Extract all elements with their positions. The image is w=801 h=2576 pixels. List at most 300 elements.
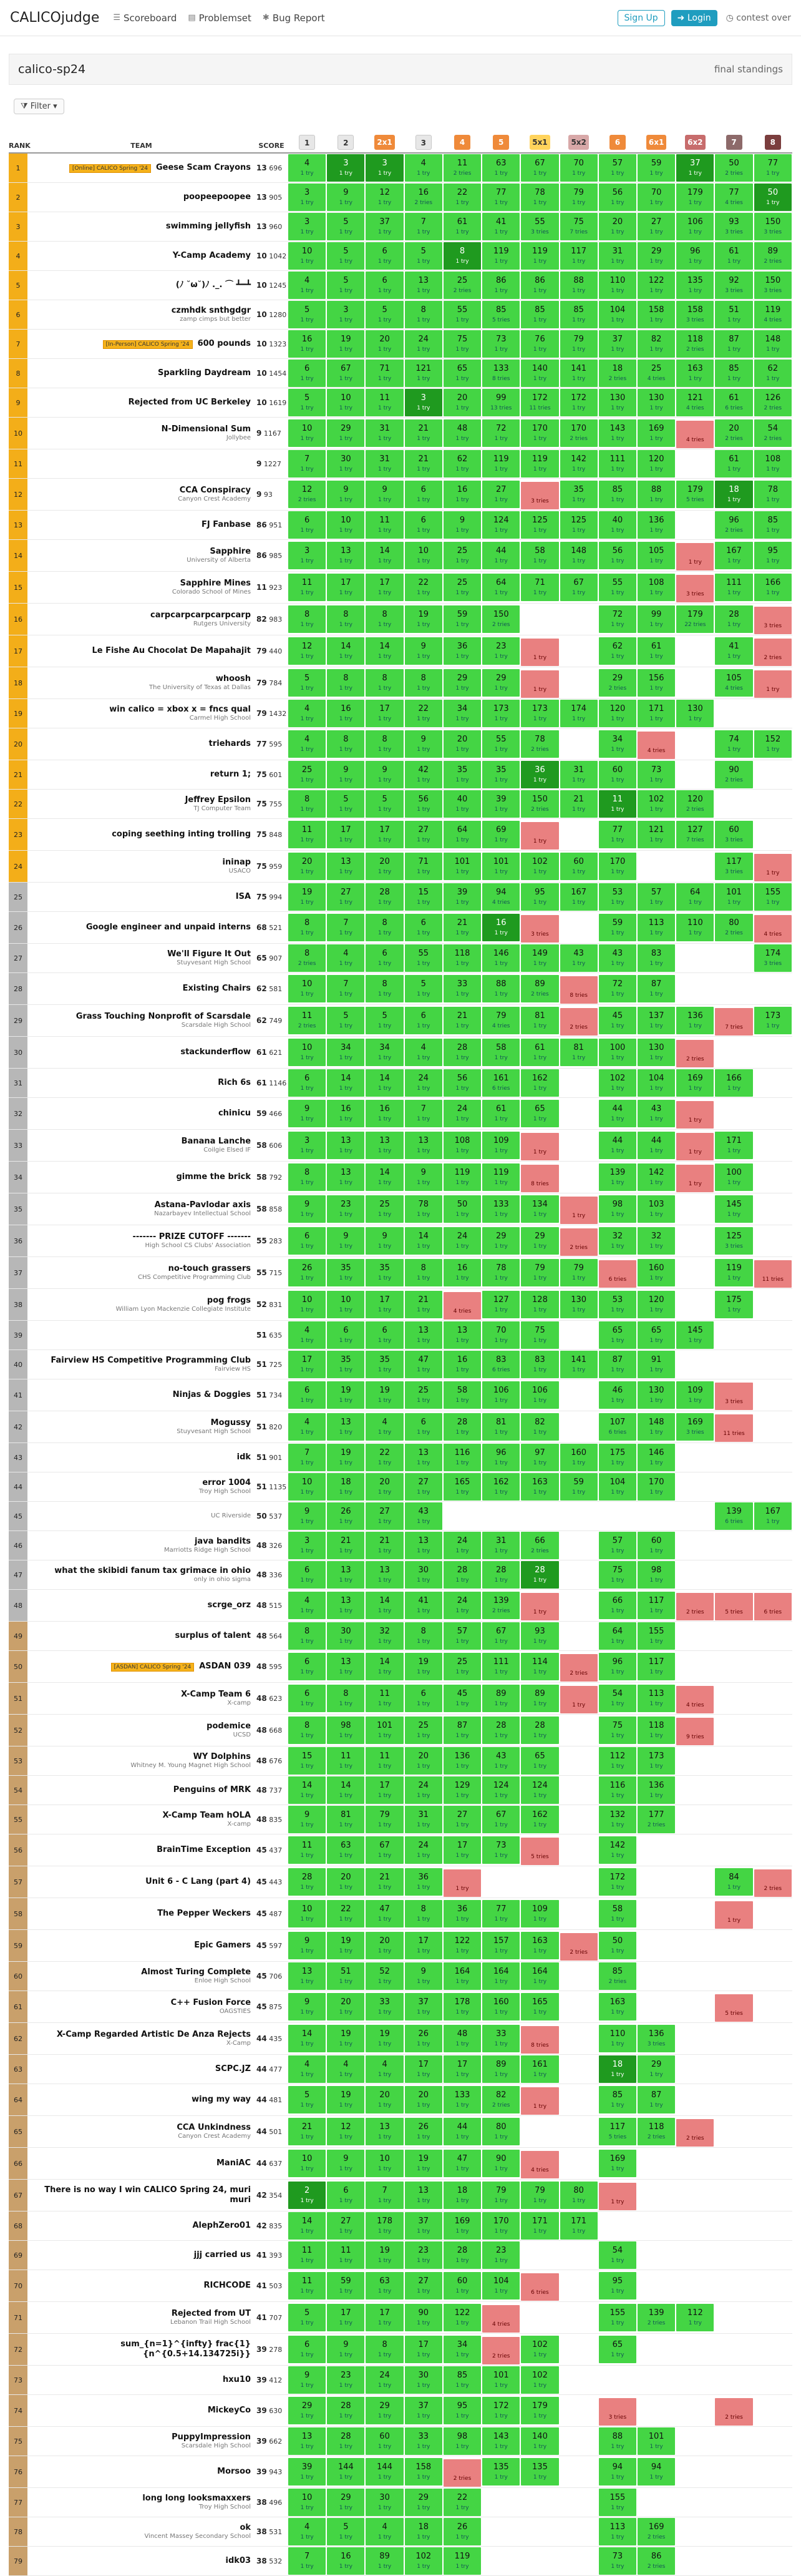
table-row[interactable] (9, 1898, 792, 1930)
problem-cell[interactable] (443, 2395, 482, 2427)
problem-cell[interactable] (443, 1225, 482, 1257)
problem-cell[interactable] (365, 1651, 404, 1683)
problem-cell[interactable] (560, 2427, 598, 2456)
problem-cell[interactable] (754, 819, 792, 851)
problem-cell[interactable] (404, 912, 443, 944)
problem-cell[interactable] (482, 1411, 520, 1443)
problem-cell[interactable] (754, 2084, 792, 2116)
team-name[interactable]: gimme the brick (176, 1172, 251, 1182)
problem-cell[interactable] (404, 2517, 443, 2547)
problem-cell[interactable] (365, 1037, 404, 1069)
problem-cell[interactable] (520, 667, 559, 699)
problem-cell[interactable] (288, 1411, 326, 1443)
problem-cell[interactable] (326, 1130, 365, 1162)
problem-cell[interactable] (598, 760, 637, 790)
problem-cell[interactable] (482, 2180, 520, 2211)
problem-cell[interactable] (560, 183, 598, 212)
team-cell[interactable] (27, 153, 255, 183)
problem-cell[interactable] (288, 2334, 326, 2366)
problem-cell[interactable] (676, 790, 714, 819)
problem-cell[interactable] (598, 2456, 637, 2488)
problem-cell[interactable] (288, 1005, 326, 1037)
problem-cell[interactable] (365, 667, 404, 699)
problem-cell[interactable] (637, 912, 676, 944)
problem-cell[interactable] (754, 1472, 792, 1502)
problem-cell[interactable] (560, 1005, 598, 1037)
problem-cell[interactable] (365, 883, 404, 912)
team-cell[interactable] (27, 300, 255, 330)
team-name[interactable]: FJ Fanbase (201, 520, 251, 530)
problem-cell[interactable] (326, 1805, 365, 1834)
team-name[interactable]: CCA Unkindness (177, 2123, 251, 2133)
team-cell[interactable] (27, 330, 255, 359)
problem-cell[interactable] (443, 2302, 482, 2334)
problem-cell[interactable] (520, 1162, 559, 1193)
problem-cell[interactable] (520, 1411, 559, 1443)
team-cell[interactable] (27, 1379, 255, 1411)
problem-cell[interactable] (520, 572, 559, 604)
problem-cell[interactable] (404, 1502, 443, 1531)
nav-bug-report[interactable] (263, 12, 325, 24)
nav-scoreboard[interactable] (113, 12, 177, 24)
problem-cell[interactable] (326, 2211, 365, 2241)
problem-cell[interactable] (482, 2084, 520, 2116)
problem-cell[interactable] (598, 479, 637, 511)
team-name[interactable]: win calico = xbox x = fncs qual (109, 705, 251, 715)
problem-cell[interactable] (714, 2547, 753, 2576)
team-cell[interactable] (27, 2395, 255, 2427)
problem-cell[interactable] (365, 1683, 404, 1715)
problem-cell[interactable] (365, 2116, 404, 2148)
problem-cell[interactable] (676, 1098, 714, 1130)
problem-cell[interactable] (326, 1776, 365, 1805)
problem-cell[interactable] (714, 1962, 753, 1991)
problem-cell[interactable] (365, 2456, 404, 2488)
problem-cell[interactable] (404, 699, 443, 728)
problem-cell[interactable] (754, 1350, 792, 1379)
problem-cell[interactable] (482, 2456, 520, 2488)
problem-cell[interactable] (714, 388, 753, 418)
problem-cell[interactable] (443, 388, 482, 418)
problem-cell[interactable] (714, 1715, 753, 1746)
problem-cell[interactable] (404, 2488, 443, 2517)
problem-cell[interactable] (288, 300, 326, 330)
problem-cell[interactable] (404, 1651, 443, 1683)
problem-cell[interactable] (676, 635, 714, 667)
team-name[interactable]: Banana Lanche (181, 1137, 251, 1147)
problem-cell[interactable] (482, 1898, 520, 1930)
problem-cell[interactable] (404, 728, 443, 760)
table-row[interactable] (9, 1443, 792, 1472)
problem-cell[interactable] (714, 1130, 753, 1162)
problem-cell[interactable] (598, 1130, 637, 1162)
problem-cell[interactable] (482, 2211, 520, 2241)
problem-cell[interactable] (326, 728, 365, 760)
problem-cell[interactable] (443, 330, 482, 359)
problem-cell[interactable] (560, 1289, 598, 1321)
problem-cell[interactable] (365, 1350, 404, 1379)
problem-cell[interactable] (365, 1991, 404, 2023)
table-row[interactable] (9, 2211, 792, 2241)
problem-cell[interactable] (598, 944, 637, 973)
team-cell[interactable] (27, 1130, 255, 1162)
problem-cell[interactable] (520, 2180, 559, 2211)
problem-cell[interactable] (676, 300, 714, 330)
problem-cell[interactable] (365, 2148, 404, 2180)
problem-cell[interactable] (288, 851, 326, 883)
problem-cell[interactable] (326, 2427, 365, 2456)
problem-cell[interactable] (288, 2148, 326, 2180)
problem-cell[interactable] (326, 540, 365, 572)
problem-cell[interactable] (754, 2302, 792, 2334)
problem-cell[interactable] (288, 819, 326, 851)
problem-cell[interactable] (714, 1037, 753, 1069)
problem-cell[interactable] (365, 2395, 404, 2427)
table-row[interactable] (9, 819, 792, 851)
problem-cell[interactable] (754, 604, 792, 635)
problem-cell[interactable] (560, 540, 598, 572)
problem-cell[interactable] (520, 819, 559, 851)
problem-cell[interactable] (676, 1590, 714, 1622)
problem-cell[interactable] (676, 572, 714, 604)
problem-cell[interactable] (520, 511, 559, 540)
problem-cell[interactable] (443, 2547, 482, 2576)
problem-cell[interactable] (482, 1805, 520, 1834)
problem-cell[interactable] (676, 604, 714, 635)
problem-cell[interactable] (560, 153, 598, 183)
problem-cell[interactable] (482, 2488, 520, 2517)
problem-cell[interactable] (288, 1502, 326, 1531)
problem-cell[interactable] (560, 330, 598, 359)
team-cell[interactable] (27, 2547, 255, 2576)
problem-cell[interactable] (598, 1746, 637, 1776)
problem-cell[interactable] (520, 728, 559, 760)
problem-cell[interactable] (754, 1622, 792, 1651)
problem-cell[interactable] (560, 635, 598, 667)
problem-cell[interactable] (365, 2023, 404, 2055)
problem-cell[interactable] (520, 2084, 559, 2116)
problem-cell[interactable] (676, 883, 714, 912)
problem-cell[interactable] (443, 1590, 482, 1622)
problem-cell[interactable] (404, 1991, 443, 2023)
team-cell[interactable] (27, 449, 255, 479)
problem-cell[interactable] (404, 2023, 443, 2055)
problem-cell[interactable] (326, 153, 365, 183)
team-cell[interactable] (27, 1898, 255, 1930)
problem-cell[interactable] (443, 1683, 482, 1715)
problem-cell[interactable] (754, 330, 792, 359)
problem-cell[interactable] (326, 2270, 365, 2302)
problem-badge[interactable]: 6 (609, 135, 626, 150)
problem-cell[interactable] (404, 359, 443, 388)
problem-cell[interactable] (520, 2241, 559, 2270)
problem-badge[interactable]: 3 (415, 135, 432, 150)
problem-cell[interactable] (520, 1502, 559, 1531)
problem-cell[interactable] (598, 1411, 637, 1443)
problem-cell[interactable] (676, 1715, 714, 1746)
problem-cell[interactable] (676, 2148, 714, 2180)
team-cell[interactable] (27, 1715, 255, 1746)
team-name[interactable]: Geese Scam Crayons (156, 163, 251, 173)
problem-cell[interactable] (326, 1005, 365, 1037)
table-row[interactable] (9, 760, 792, 790)
problem-cell[interactable] (520, 2023, 559, 2055)
problem-cell[interactable] (482, 1962, 520, 1991)
problem-cell[interactable] (404, 572, 443, 604)
problem-cell[interactable] (482, 1866, 520, 1898)
team-cell[interactable] (27, 1991, 255, 2023)
problem-cell[interactable] (714, 2334, 753, 2366)
problem-cell[interactable] (326, 1502, 365, 1531)
problem-cell[interactable] (754, 2488, 792, 2517)
team-name[interactable]: podemice (206, 1721, 251, 1731)
problem-cell[interactable] (637, 212, 676, 242)
problem-cell[interactable] (598, 1257, 637, 1289)
problem-cell[interactable] (637, 1225, 676, 1257)
problem-cell[interactable] (520, 883, 559, 912)
problem-cell[interactable] (404, 1683, 443, 1715)
problem-cell[interactable] (482, 1651, 520, 1683)
problem-cell[interactable] (714, 1289, 753, 1321)
problem-cell[interactable] (326, 2395, 365, 2427)
problem-cell[interactable] (520, 1834, 559, 1866)
problem-cell[interactable] (560, 2084, 598, 2116)
team-name[interactable]: The Pepper Weckers (157, 1909, 251, 1919)
problem-cell[interactable] (560, 912, 598, 944)
problem-cell[interactable] (520, 212, 559, 242)
table-row[interactable] (9, 2270, 792, 2302)
team-cell[interactable] (27, 1350, 255, 1379)
team-name[interactable]: ------- PRIZE CUTOFF ------- (132, 1232, 251, 1242)
team-name[interactable]: idk (236, 1452, 251, 1462)
problem-cell[interactable] (288, 1472, 326, 1502)
problem-cell[interactable] (676, 1622, 714, 1651)
team-name[interactable]: Mogussy (210, 1418, 251, 1428)
problem-cell[interactable] (443, 1776, 482, 1805)
team-cell[interactable] (27, 1962, 255, 1991)
problem-cell[interactable] (560, 2270, 598, 2302)
table-row[interactable] (9, 1350, 792, 1379)
problem-cell[interactable] (676, 1834, 714, 1866)
problem-cell[interactable] (443, 973, 482, 1005)
problem-cell[interactable] (365, 1962, 404, 1991)
problem-cell[interactable] (754, 2517, 792, 2547)
problem-cell[interactable] (404, 2334, 443, 2366)
problem-cell[interactable] (676, 1069, 714, 1098)
problem-cell[interactable] (288, 604, 326, 635)
problem-cell[interactable] (404, 449, 443, 479)
problem-cell[interactable] (326, 2517, 365, 2547)
problem-cell[interactable] (482, 2334, 520, 2366)
problem-cell[interactable] (598, 1193, 637, 1225)
problem-cell[interactable] (637, 1289, 676, 1321)
team-cell[interactable] (27, 479, 255, 511)
team-cell[interactable] (27, 183, 255, 212)
team-cell[interactable] (27, 1683, 255, 1715)
problem-cell[interactable] (714, 1379, 753, 1411)
team-cell[interactable] (27, 2211, 255, 2241)
problem-cell[interactable] (326, 1930, 365, 1962)
problem-cell[interactable] (365, 2180, 404, 2211)
problem-cell[interactable] (520, 1379, 559, 1411)
problem-cell[interactable] (443, 2334, 482, 2366)
problem-cell[interactable] (288, 153, 326, 183)
team-name[interactable]: There is no way I win CALICO Spring 24, muri muri (44, 2185, 251, 2205)
problem-cell[interactable] (637, 449, 676, 479)
problem-cell[interactable] (637, 1350, 676, 1379)
table-row[interactable] (9, 1776, 792, 1805)
problem-cell[interactable] (754, 1746, 792, 1776)
problem-cell[interactable] (637, 1502, 676, 1531)
team-cell[interactable] (27, 2180, 255, 2211)
table-row[interactable] (9, 1069, 792, 1098)
problem-cell[interactable] (754, 2395, 792, 2427)
problem-cell[interactable] (404, 2427, 443, 2456)
problem-cell[interactable] (598, 851, 637, 883)
problem-cell[interactable] (560, 2180, 598, 2211)
problem-cell[interactable] (288, 2427, 326, 2456)
problem-cell[interactable] (676, 2180, 714, 2211)
problem-cell[interactable] (326, 1069, 365, 1098)
problem-cell[interactable] (520, 449, 559, 479)
problem-cell[interactable] (714, 572, 753, 604)
problem-cell[interactable] (676, 851, 714, 883)
problem-cell[interactable] (443, 1805, 482, 1834)
problem-cell[interactable] (365, 359, 404, 388)
problem-cell[interactable] (288, 449, 326, 479)
problem-cell[interactable] (714, 2023, 753, 2055)
problem-cell[interactable] (365, 1898, 404, 1930)
problem-cell[interactable] (443, 2148, 482, 2180)
table-row[interactable] (9, 1411, 792, 1443)
problem-cell[interactable] (288, 1130, 326, 1162)
problem-cell[interactable] (365, 479, 404, 511)
problem-cell[interactable] (520, 388, 559, 418)
problem-cell[interactable] (560, 2366, 598, 2395)
problem-cell[interactable] (598, 912, 637, 944)
problem-cell[interactable] (637, 635, 676, 667)
problem-cell[interactable] (560, 1683, 598, 1715)
problem-cell[interactable] (637, 183, 676, 212)
problem-cell[interactable] (598, 699, 637, 728)
problem-cell[interactable] (288, 330, 326, 359)
team-name[interactable]: ininap (222, 858, 251, 868)
problem-cell[interactable] (288, 2395, 326, 2427)
problem-cell[interactable] (482, 1622, 520, 1651)
table-row[interactable] (9, 973, 792, 1005)
team-name[interactable]: Fairview HS Competitive Programming Club (51, 1356, 251, 1366)
problem-cell[interactable] (288, 1069, 326, 1098)
problem-cell[interactable] (482, 728, 520, 760)
table-row[interactable] (9, 1289, 792, 1321)
problem-cell[interactable] (598, 1225, 637, 1257)
problem-cell[interactable] (598, 418, 637, 449)
problem-cell[interactable] (560, 1411, 598, 1443)
problem-cell[interactable] (326, 2456, 365, 2488)
problem-cell[interactable] (560, 271, 598, 300)
team-cell[interactable] (27, 2456, 255, 2488)
table-row[interactable] (9, 944, 792, 973)
problem-cell[interactable] (637, 1257, 676, 1289)
problem-cell[interactable] (520, 2055, 559, 2084)
problem-cell[interactable] (676, 1130, 714, 1162)
problem-cell[interactable] (365, 1321, 404, 1350)
problem-cell[interactable] (714, 699, 753, 728)
problem-cell[interactable] (482, 1472, 520, 1502)
problem-cell[interactable] (404, 1560, 443, 1590)
table-row[interactable] (9, 300, 792, 330)
problem-cell[interactable] (443, 1069, 482, 1098)
problem-cell[interactable] (482, 1225, 520, 1257)
problem-cell[interactable] (560, 790, 598, 819)
problem-cell[interactable] (560, 2334, 598, 2366)
team-name[interactable]: WY Dolphins (193, 1752, 251, 1762)
problem-cell[interactable] (288, 2180, 326, 2211)
problem-cell[interactable] (443, 2270, 482, 2302)
problem-cell[interactable] (365, 1379, 404, 1411)
problem-cell[interactable] (676, 2116, 714, 2148)
table-row[interactable] (9, 2180, 792, 2211)
problem-cell[interactable] (365, 449, 404, 479)
team-name[interactable]: no-touch grassers (168, 1264, 251, 1274)
problem-cell[interactable] (676, 1776, 714, 1805)
problem-badge[interactable]: 6x2 (685, 135, 705, 150)
problem-cell[interactable] (404, 973, 443, 1005)
problem-cell[interactable] (404, 1930, 443, 1962)
problem-cell[interactable] (560, 359, 598, 388)
problem-cell[interactable] (754, 760, 792, 790)
problem-cell[interactable] (326, 1289, 365, 1321)
problem-cell[interactable] (598, 1443, 637, 1472)
problem-cell[interactable] (443, 1715, 482, 1746)
problem-cell[interactable] (482, 973, 520, 1005)
team-cell[interactable] (27, 1225, 255, 1257)
problem-cell[interactable] (714, 1560, 753, 1590)
problem-cell[interactable] (714, 418, 753, 449)
team-cell[interactable] (27, 851, 255, 883)
problem-cell[interactable] (676, 183, 714, 212)
problem-cell[interactable] (404, 883, 443, 912)
problem-cell[interactable] (714, 790, 753, 819)
problem-cell[interactable] (520, 2427, 559, 2456)
team-name[interactable]: Rich 6s (218, 1078, 251, 1088)
problem-cell[interactable] (637, 1531, 676, 1560)
problem-cell[interactable] (365, 1162, 404, 1193)
team-name[interactable]: ISA (235, 892, 251, 902)
problem-cell[interactable] (754, 1962, 792, 1991)
table-row[interactable] (9, 1502, 792, 1531)
problem-cell[interactable] (714, 540, 753, 572)
problem-cell[interactable] (714, 728, 753, 760)
team-name[interactable]: carpcarpcarpcarpcarp (150, 610, 251, 620)
problem-cell[interactable] (404, 2241, 443, 2270)
problem-cell[interactable] (754, 271, 792, 300)
problem-cell[interactable] (676, 511, 714, 540)
problem-cell[interactable] (560, 388, 598, 418)
problem-cell[interactable] (365, 388, 404, 418)
problem-cell[interactable] (482, 2427, 520, 2456)
problem-cell[interactable] (714, 2211, 753, 2241)
problem-cell[interactable] (520, 1651, 559, 1683)
problem-cell[interactable] (637, 242, 676, 271)
problem-cell[interactable] (326, 1834, 365, 1866)
problem-cell[interactable] (754, 1321, 792, 1350)
table-row[interactable] (9, 271, 792, 300)
table-row[interactable] (9, 1225, 792, 1257)
team-name[interactable]: Unit 6 - C Lang (part 4) (145, 1877, 251, 1887)
problem-cell[interactable] (560, 2023, 598, 2055)
problem-cell[interactable] (365, 1098, 404, 1130)
